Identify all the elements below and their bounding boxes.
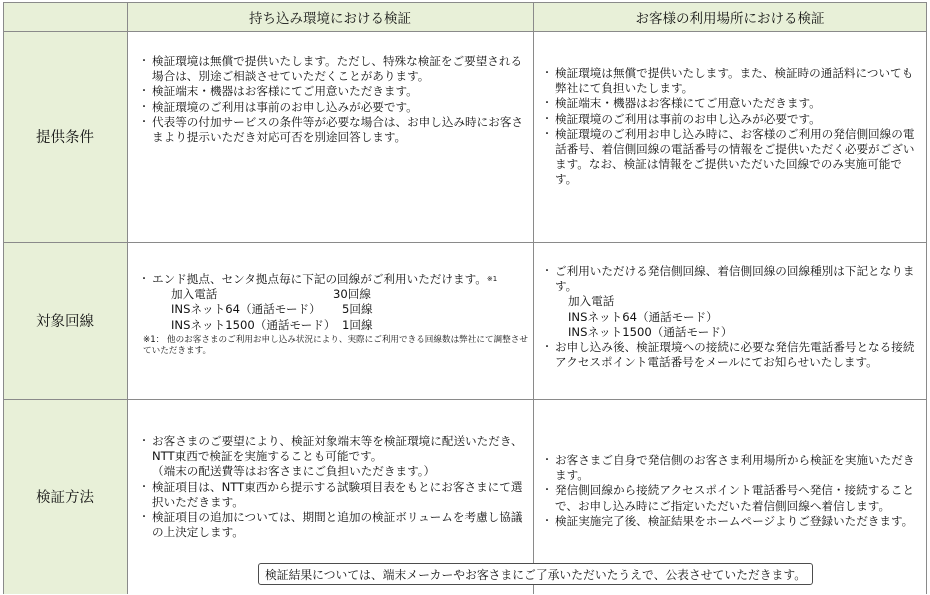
method-onsite-cell <box>134 434 530 540</box>
lines-customer-intro: ・ ご利用いただける発信側回線、着信側回線の回線種別は下記となります。 <box>546 264 923 294</box>
publication-note-box <box>258 563 813 585</box>
conditions-customer-item: ・ 検証環境は無償で提供いたします。また、検証時の通話料についても弊社にて負担いたします。 <box>546 66 923 96</box>
footnote-mark: ※1 <box>486 275 498 283</box>
line-name: 加入電話 <box>568 294 615 309</box>
lines-onsite-list <box>143 287 530 333</box>
line-name: INSネット64（通話モード） <box>568 309 718 324</box>
lines-onsite-intro-text: エンド拠点、センタ拠点毎に下記の回線がご利用いただけます。 <box>152 272 487 286</box>
conditions-customer-cell <box>537 66 923 188</box>
line-qty: 1回線 <box>342 317 373 332</box>
method-customer-item: ・ お客さまご自身で発信側のお客さま利用場所から検証を実施いただきます。 <box>546 453 923 483</box>
line-name: INSネット1500（通話モード） <box>171 317 336 332</box>
line-entry <box>171 318 530 333</box>
row-header-method-label: 検証方法 <box>36 490 94 506</box>
row-header-conditions-label: 提供条件 <box>36 130 94 146</box>
publication-note-text: 検証結果については、端末メーカーやお客さまにご了承いただいたうえで、公表させていただきます。 <box>264 567 806 582</box>
method-onsite-paren: （端末の配送費等はお客さまにご負担いただきます。） <box>152 464 436 479</box>
verification-table <box>3 2 927 594</box>
line-entry <box>171 302 530 317</box>
method-customer-item: ・ 検証実施完了後、検証結果をホームページよりご登録いただきます。 <box>546 514 923 529</box>
line-qty: 5回線 <box>342 302 373 317</box>
method-onsite-item: ・ 検証項目は、NTT東西から提示する試験項目表をもとにお客さまにて選択いただきます。 <box>143 480 530 510</box>
lines-onsite-cell <box>134 272 530 357</box>
corner-header-cell <box>3 2 127 31</box>
row-header-lines-label: 対象回線 <box>36 314 94 330</box>
conditions-onsite-cell <box>134 54 530 145</box>
row-header-lines <box>3 242 127 399</box>
line-entry <box>171 287 530 302</box>
conditions-onsite-item: ・ 代表等の付加サービスの条件等が必要な場合は、お申し込み時にお客さまより提示いただき対応可否を別途回答します。 <box>143 115 530 145</box>
method-onsite-item: ・ 検証項目の追加については、期間と追加の検証ボリュームを考慮し協議の上決定します。 <box>143 510 530 540</box>
line-name: 加入電話 <box>171 287 218 302</box>
column-header-customer-site <box>533 2 927 31</box>
lines-footnote: ※1： 他のお客さまのご利用お申し込み状況により、実際にご利用できる回線数は弊社にて調整させていただきます。 <box>143 334 528 356</box>
method-onsite-item: ・ お客さまのご要望により、検証対象端末等を検証環境に配送いただき、NTT東西で検証を実施することも可能です。 <box>143 434 530 464</box>
lines-customer-cell <box>537 264 923 370</box>
conditions-customer-item: ・ 検証環境のご利用お申し込み時に、お客様のご利用の発信側回線の電話番号、着信側回線の電話番号の情報をご提供いただく必要がございます。なお、検証は情報をご提供いただいた回線でのみ実施可能です。 <box>546 127 923 188</box>
column-header-onsite <box>127 2 533 31</box>
line-name: INSネット64（通話モード） <box>171 302 321 317</box>
method-customer-cell <box>537 453 923 529</box>
conditions-customer-item: ・ 検証環境のご利用は事前のお申し込みが必要です。 <box>546 112 923 127</box>
row-header-conditions <box>3 31 127 242</box>
column-header-onsite-label: 持ち込み環境における検証 <box>249 10 411 27</box>
conditions-onsite-item: ・ 検証端末・機器はお客様にてご用意いただきます。 <box>143 84 530 99</box>
line-qty: 30回線 <box>333 287 371 302</box>
line-name: INSネット1500（通話モード） <box>568 324 733 339</box>
lines-customer-after: ・ お申し込み後、検証環境への接続に必要な発信先電話番号となる接続アクセスポイント電話番号をメールにてお知らせいたします。 <box>546 340 923 370</box>
conditions-onsite-item: ・ 検証環境のご利用は事前のお申し込みが必要です。 <box>143 100 530 115</box>
lines-onsite-intro <box>143 272 530 287</box>
method-customer-item: ・ 発信側回線から接続アクセスポイント電話番号へ発信・接続することで、お申し込み時にご指定いただいた着信側回線へ着信します。 <box>546 483 923 513</box>
lines-customer-list <box>546 294 923 340</box>
row-header-method <box>3 399 127 594</box>
conditions-onsite-item: ・ 検証環境は無償で提供いたします。ただし、特殊な検証をご要望される場合は、別途ご相談させていただくことがあります。 <box>143 54 530 84</box>
column-header-customer-site-label: お客様の利用場所における検証 <box>635 10 825 27</box>
conditions-customer-item: ・ 検証端末・機器はお客様にてご用意いただきます。 <box>546 96 923 111</box>
